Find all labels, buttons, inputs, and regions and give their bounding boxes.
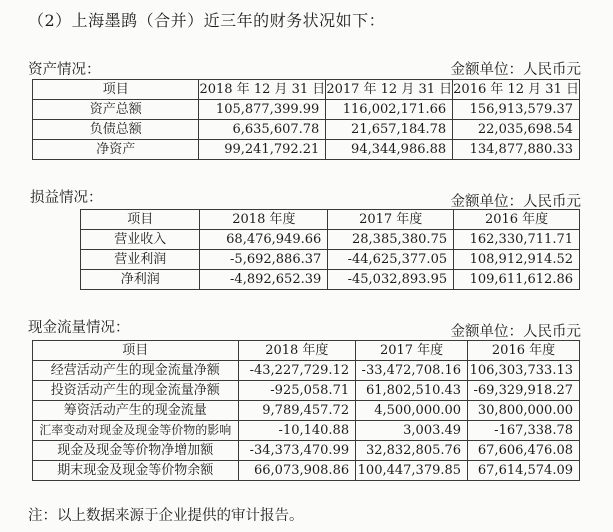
cell-value: -167,338.78 bbox=[468, 421, 580, 441]
column-header: 项目 bbox=[33, 341, 239, 361]
column-header: 2018 年度 bbox=[238, 341, 356, 361]
income-section-title: 损益情况： bbox=[30, 190, 103, 206]
column-header: 2017 年度 bbox=[328, 210, 454, 230]
cashflow-unit-label: 金额单位：人民币元 bbox=[450, 324, 581, 340]
cell-value: 106,303,733.13 bbox=[468, 361, 580, 381]
table-row bbox=[81, 230, 580, 250]
cell-value: 4,500,000.00 bbox=[356, 401, 468, 421]
cell-value: 66,073,908.86 bbox=[238, 461, 356, 481]
cell-value: -10,140.88 bbox=[238, 421, 356, 441]
table-row bbox=[81, 270, 580, 290]
cell-value: 6,635,607.78 bbox=[199, 120, 326, 140]
row-label: 筹资活动产生的现金流量 bbox=[33, 401, 239, 421]
row-label: 净利润 bbox=[81, 270, 200, 290]
column-header: 2016 年 12 月 31 日 bbox=[453, 80, 580, 100]
balance-unit-label: 金额单位：人民币元 bbox=[450, 62, 581, 78]
column-header: 项目 bbox=[33, 80, 199, 100]
cell-value: -33,472,708.16 bbox=[356, 361, 468, 381]
cell-value: 109,611,612.86 bbox=[454, 270, 580, 290]
row-label: 汇率变动对现金及现金等价物的影响 bbox=[33, 421, 239, 441]
cell-value: 67,614,574.09 bbox=[468, 461, 580, 481]
table-header-row bbox=[33, 341, 580, 361]
cashflow-section-title: 现金流量情况： bbox=[28, 320, 130, 336]
income-table bbox=[80, 209, 580, 290]
row-label: 期末现金及现金等价物余额 bbox=[33, 461, 239, 481]
cell-value: -44,625,377.05 bbox=[328, 250, 454, 270]
cell-value: 22,035,698.54 bbox=[453, 120, 580, 140]
cell-value: -43,227,729.12 bbox=[238, 361, 356, 381]
row-label: 营业利润 bbox=[81, 250, 200, 270]
cell-value: -4,892,652.39 bbox=[200, 270, 328, 290]
table-row bbox=[33, 461, 580, 481]
table-header-row bbox=[81, 210, 580, 230]
table-row bbox=[33, 381, 580, 401]
row-label: 负债总额 bbox=[33, 120, 199, 140]
cell-value: 32,832,805.76 bbox=[356, 441, 468, 461]
row-label: 现金及现金等价物净增加额 bbox=[33, 441, 239, 461]
cell-value: 21,657,184.78 bbox=[326, 120, 453, 140]
column-header: 2018 年度 bbox=[200, 210, 328, 230]
cell-value: 108,912,914.52 bbox=[454, 250, 580, 270]
cell-value: 156,913,579.37 bbox=[453, 100, 580, 120]
column-header: 项目 bbox=[81, 210, 200, 230]
cell-value: 68,476,949.66 bbox=[200, 230, 328, 250]
cell-value: -925,058.71 bbox=[238, 381, 356, 401]
cell-value: 94,344,986.88 bbox=[326, 140, 453, 160]
table-row bbox=[33, 120, 580, 140]
cell-value: 105,877,399.99 bbox=[199, 100, 326, 120]
table-header-row bbox=[33, 80, 580, 100]
row-label: 经营活动产生的现金流量净额 bbox=[33, 361, 239, 381]
cell-value: 61,802,510.43 bbox=[356, 381, 468, 401]
table-row bbox=[33, 140, 580, 160]
balance-section-title: 资产情况： bbox=[28, 62, 101, 78]
cell-value: -45,032,893.95 bbox=[328, 270, 454, 290]
row-label: 净资产 bbox=[33, 140, 199, 160]
cell-value: 30,800,000.00 bbox=[468, 401, 580, 421]
cell-value: 134,877,880.33 bbox=[453, 140, 580, 160]
cell-value: 162,330,711.71 bbox=[454, 230, 580, 250]
column-header: 2017 年 12 月 31 日 bbox=[326, 80, 453, 100]
table-row bbox=[33, 361, 580, 381]
cell-value: 116,002,171.66 bbox=[326, 100, 453, 120]
cell-value: 67,606,476.08 bbox=[468, 441, 580, 461]
cell-value: -69,329,918.27 bbox=[468, 381, 580, 401]
cell-value: -34,373,470.99 bbox=[238, 441, 356, 461]
column-header: 2016 年度 bbox=[454, 210, 580, 230]
cell-value: 100,447,379.85 bbox=[356, 461, 468, 481]
table-row bbox=[33, 100, 580, 120]
column-header: 2017 年度 bbox=[356, 341, 468, 361]
column-header: 2018 年 12 月 31 日 bbox=[199, 80, 326, 100]
table-row bbox=[33, 421, 580, 441]
cell-value: 99,241,792.21 bbox=[199, 140, 326, 160]
table-row bbox=[33, 401, 580, 421]
cell-value: 9,789,457.72 bbox=[238, 401, 356, 421]
cell-value: -5,692,886.37 bbox=[200, 250, 328, 270]
table-row bbox=[81, 250, 580, 270]
column-header: 2016 年度 bbox=[468, 341, 580, 361]
table-row bbox=[33, 441, 580, 461]
cashflow-table bbox=[32, 340, 580, 481]
cell-value: 3,003.49 bbox=[356, 421, 468, 441]
footnote: 注：以上数据来源于企业提供的审计报告。 bbox=[28, 508, 304, 524]
income-unit-label: 金额单位：人民币元 bbox=[450, 194, 581, 210]
balance-table bbox=[32, 79, 580, 160]
row-label: 投资活动产生的现金流量净额 bbox=[33, 381, 239, 401]
row-label: 资产总额 bbox=[33, 100, 199, 120]
row-label: 营业收入 bbox=[81, 230, 200, 250]
page-heading: （2）上海墨鹍（合并）近三年的财务状况如下： bbox=[28, 11, 386, 30]
cell-value: 28,385,380.75 bbox=[328, 230, 454, 250]
